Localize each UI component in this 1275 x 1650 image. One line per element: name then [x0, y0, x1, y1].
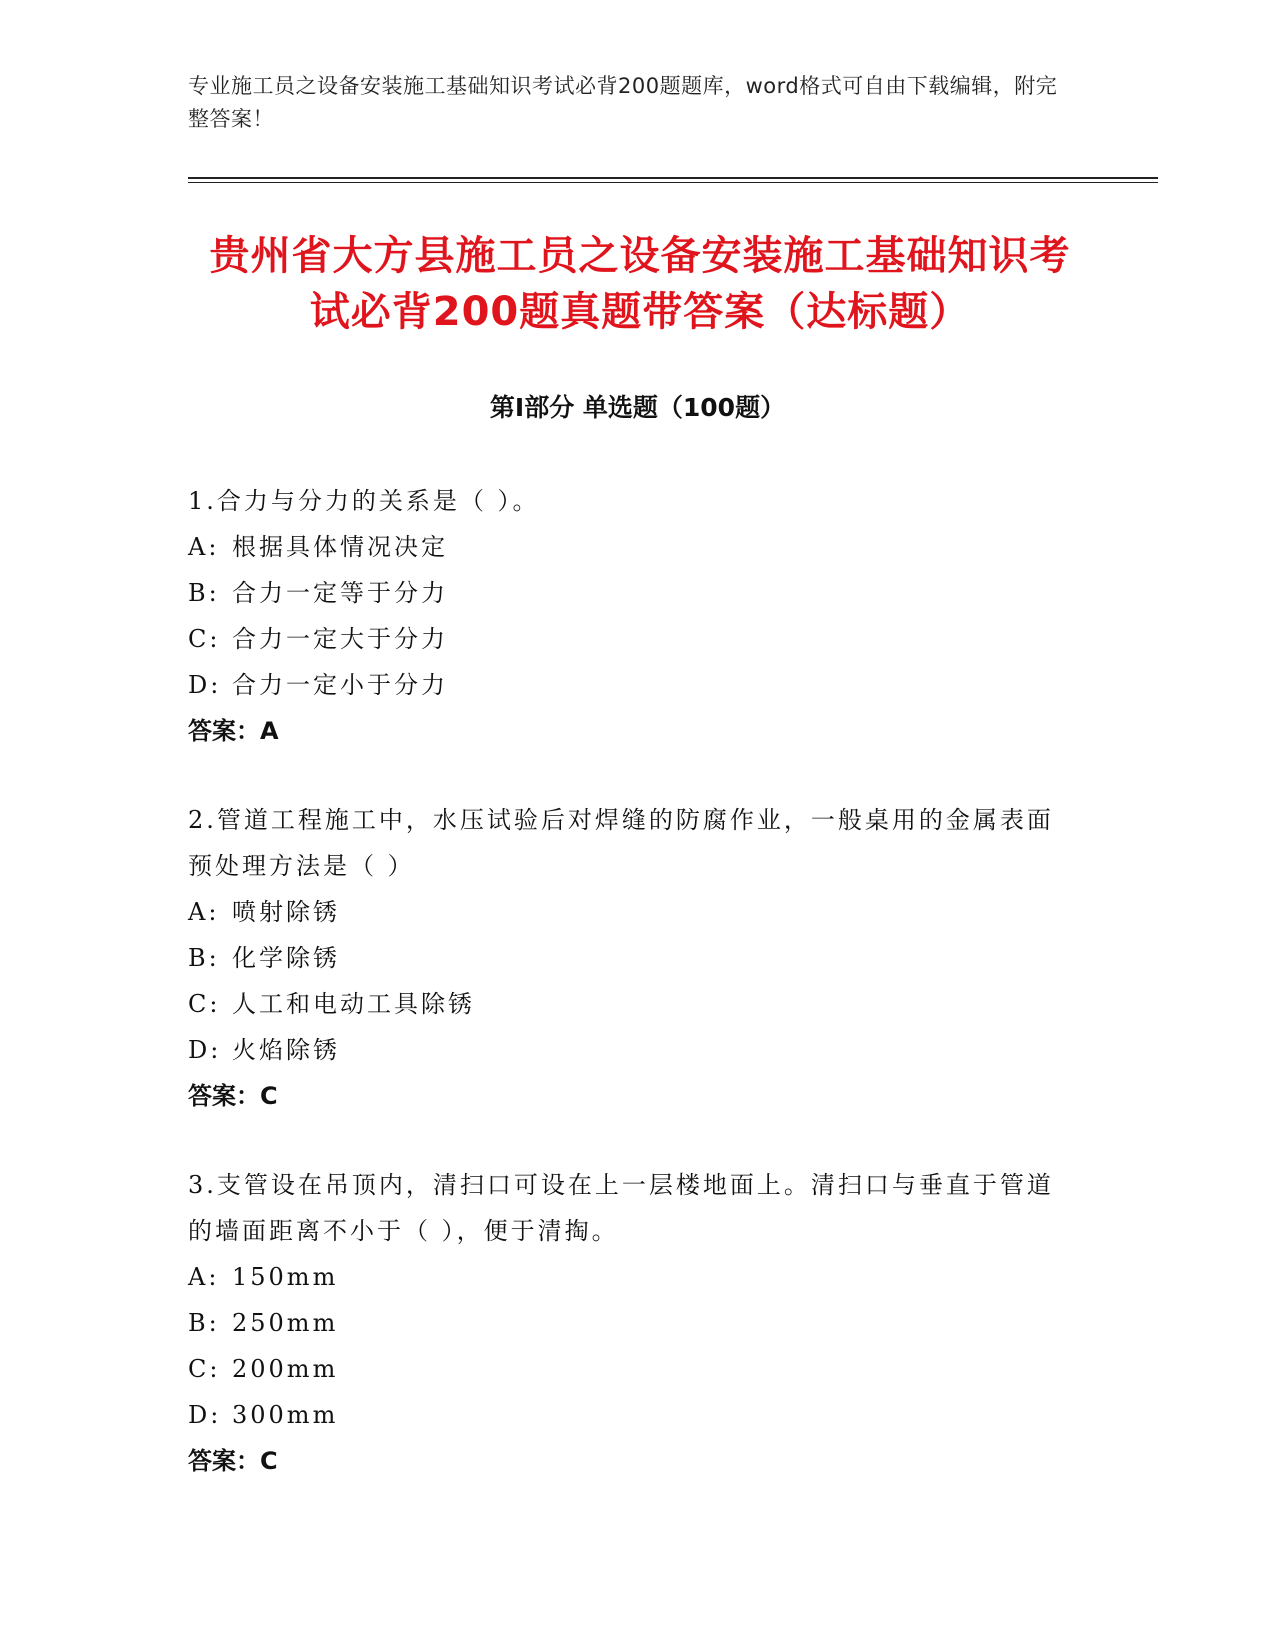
question-stem: 1.合力与分力的关系是（ ）。: [188, 487, 540, 515]
question-list: [188, 478, 1068, 1527]
option-text: 150mm: [232, 1263, 339, 1291]
option-text: 根据具体情况决定: [232, 533, 448, 561]
option-letter: C:: [188, 990, 221, 1018]
option-d: [188, 662, 1068, 708]
option-text: 化学除锈: [232, 944, 340, 972]
option-letter: C:: [188, 1355, 221, 1383]
option-letter: D:: [188, 1036, 222, 1064]
option-text: 合力一定大于分力: [232, 625, 448, 653]
question-stem: 2.管道工程施工中，水压试验后对焊缝的防腐作业，一般桌用的金属表面预处理方法是（ ）: [188, 806, 1054, 880]
header-note: 专业施工员之设备安装施工基础知识考试必背200题题库，word格式可自由下载编辑，附完整答案！: [188, 74, 1058, 131]
document-title: 贵州省大方县施工员之设备安装施工基础知识考试必背200题真题带答案（达标题）: [209, 233, 1071, 335]
option-text: 火焰除锈: [232, 1036, 340, 1064]
option-letter: A:: [188, 1263, 220, 1291]
option-letter: B:: [188, 944, 220, 972]
option-letter: D:: [188, 1401, 222, 1429]
question-3: [188, 1162, 1068, 1484]
header-divider-thick: [188, 177, 1158, 179]
answer: 答案：A: [188, 717, 279, 745]
question-stem: 3.支管设在吊顶内，清扫口可设在上一层楼地面上。清扫口与垂直于管道的墙面距离不小于（ ），便于清掏。: [188, 1171, 1054, 1245]
option-text: 喷射除锈: [232, 898, 340, 926]
option-letter: A:: [188, 533, 220, 561]
option-text: 合力一定等于分力: [232, 579, 448, 607]
option-c: [188, 1346, 1068, 1392]
option-letter: A:: [188, 898, 220, 926]
option-a: [188, 1254, 1068, 1300]
option-letter: B:: [188, 579, 220, 607]
option-d: [188, 1027, 1068, 1073]
option-letter: C:: [188, 625, 221, 653]
option-a: [188, 889, 1068, 935]
option-text: 人工和电动工具除锈: [232, 990, 475, 1018]
option-text: 200mm: [232, 1355, 339, 1383]
option-letter: B:: [188, 1309, 220, 1337]
option-letter: D:: [188, 671, 222, 699]
option-d: [188, 1392, 1068, 1438]
option-text: 300mm: [232, 1401, 339, 1429]
option-b: [188, 1300, 1068, 1346]
option-b: [188, 570, 1068, 616]
question-1: [188, 478, 1068, 754]
option-b: [188, 935, 1068, 981]
answer: 答案：C: [188, 1082, 278, 1110]
option-c: [188, 981, 1068, 1027]
question-2: [188, 797, 1068, 1119]
option-a: [188, 524, 1068, 570]
option-c: [188, 616, 1068, 662]
answer: 答案：C: [188, 1447, 278, 1475]
section-title: 第I部分 单选题（100题）: [489, 393, 786, 422]
option-text: 250mm: [232, 1309, 339, 1337]
header-divider-thin: [188, 182, 1158, 183]
option-text: 合力一定小于分力: [232, 671, 448, 699]
